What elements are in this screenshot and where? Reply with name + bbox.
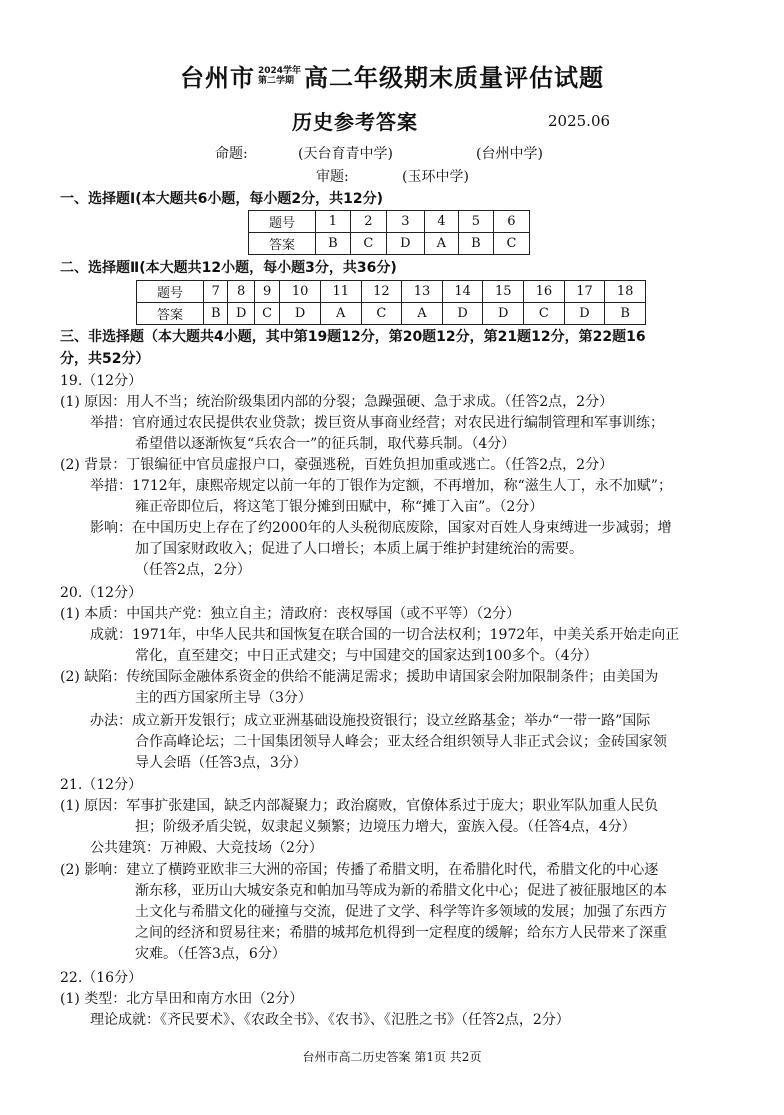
question-number: 4 <box>424 211 458 233</box>
section2-heading: 二、选择题Ⅱ(本大题共12小题，每小题3分，共36分) <box>60 260 397 276</box>
subject-title: 历史参考答案 <box>292 110 418 134</box>
answer-line: 理论成就：《齐民要术》、《农政全书》、《农书》、《氾胜之书》（任答2点，2分） <box>90 1012 570 1028</box>
title-semester: 第二学期 <box>257 75 294 86</box>
answer-line: 灾难。（任答3点，6分） <box>135 946 286 962</box>
answer-line: 之间的经济和贸易往来；希腊的城邦危机得到一定程度的缓解；给东方人民带来了深重 <box>135 925 667 941</box>
table-row <box>249 233 530 255</box>
question-number: 3 <box>386 211 424 233</box>
answer-line: 希望借以逐渐恢复“兵农合一”的征兵制，取代募兵制。（4分） <box>135 436 516 452</box>
answer-cell: A <box>320 303 361 325</box>
question-number: 7 <box>204 281 228 303</box>
table-header-label: 题号 <box>249 211 316 233</box>
answer-cell: C <box>493 233 529 255</box>
question-number: 14 <box>442 281 483 303</box>
answer-cell: C <box>254 303 279 325</box>
question-number: 11 <box>320 281 361 303</box>
mingti-label: 命题: <box>215 146 248 162</box>
question-number: 13 <box>402 281 443 303</box>
question-number: 17 <box>564 281 605 303</box>
answer-cell: D <box>442 303 483 325</box>
section3-heading-line2: 分，共52分） <box>60 351 150 367</box>
answer-line: 导人会晤（任答3点，3分） <box>135 755 307 771</box>
answer-line: 举措：官府通过农民提供农业贷款；拨巨资从事商业经营；对农民进行编制管理和军事训练； <box>90 415 664 431</box>
answer-cell: D <box>280 303 321 325</box>
answer-line: 举措：1712年，康熙帝规定以前一年的丁银作为定额，不再增加，称“滋生人丁，永不加赋”； <box>90 478 672 494</box>
mingti-school-2: (台州中学) <box>476 146 543 162</box>
title-main: 高二年级期末质量评估试题 <box>304 64 605 92</box>
table-row <box>137 303 646 325</box>
answer-line: (2) 背景：丁银编征中官员虚报户口，豪强逃税，百姓负担加重或逃亡。（任答2点，2分） <box>60 457 614 473</box>
answer-line: 公共建筑：万神殿、大竞技场（2分） <box>90 840 323 856</box>
answer-line: (1) 原因：军事扩张建国，缺乏内部凝聚力；政治腐败，官僚体系过于庞大；职业军队加重人民负 <box>60 798 659 814</box>
shenti-label: 审题: <box>316 169 349 185</box>
answer-line: 主的西方国家所主导（3分） <box>135 690 312 706</box>
question-number: 2 <box>350 211 386 233</box>
answer-cell: A <box>424 233 458 255</box>
question-21-heading: 21.（12分） <box>60 777 143 793</box>
title-year: 2024学年 <box>257 65 302 76</box>
question-number: 12 <box>361 281 402 303</box>
answer-cell: D <box>228 303 254 325</box>
answer-line: 成就：1971年，中华人民共和国恢复在联合国的一切合法权利；1972年，中美关系开始走向正 <box>90 627 680 643</box>
answer-cell: D <box>386 233 424 255</box>
question-20-heading: 20.（12分） <box>60 585 143 601</box>
answer-cell: B <box>316 233 351 255</box>
answer-line: (1) 本质：中国共产党：独立自主；清政府：丧权辱国（或不平等）（2分） <box>60 606 521 622</box>
title-city: 台州市 <box>179 64 255 92</box>
question-number: 5 <box>458 211 493 233</box>
answer-line: (2) 缺陷：传统国际金融体系资金的供给不能满足需求；援助申请国家会附加限制条件；由美国为 <box>60 669 659 685</box>
section3-heading-line1: 三、非选择题（本大题共4小题，其中第19题12分，第20题12分，第21题12分，第22题16 <box>60 329 646 345</box>
answer-cell: B <box>204 303 228 325</box>
question-number: 15 <box>483 281 524 303</box>
mingti-school-1: (天台育青中学) <box>298 146 393 162</box>
question-number: 1 <box>316 211 351 233</box>
answer-line: 办法：成立新开发银行；成立亚洲基础设施投资银行；设立丝路基金；举办“一带一路”国际 <box>90 713 651 729</box>
answer-line: (1) 原因：用人不当；统治阶级集团内部的分裂；急躁强硬、急于求成。（任答2点，2分） <box>60 394 614 410</box>
answer-line: 影响：在中国历史上存在了约2000年的人头税彻底废除，国家对百姓人身束缚进一步减弱；增 <box>90 520 672 536</box>
table-answer-label: 答案 <box>249 233 316 255</box>
question-number: 8 <box>228 281 254 303</box>
answer-cell: B <box>605 303 646 325</box>
shenti-school: (玉环中学) <box>402 169 469 185</box>
answer-line: 加了国家财政收入；促进了人口增长；本质上属于维护封建统治的需要。 <box>135 541 583 557</box>
document-title <box>0 58 784 93</box>
answer-line: 常化，直至建交；中日正式建交；与中国建交的国家达到100多个。（4分） <box>135 648 598 664</box>
answer-line: 土文化与希腊文化的碰撞与交流，促进了文学、科学等许多领域的发展；加强了东西方 <box>135 904 667 920</box>
section1-heading: 一、选择题Ⅰ(本大题共6小题，每小题2分，共12分) <box>60 191 383 207</box>
question-22-heading: 22.（16分） <box>60 970 143 986</box>
answer-line: 合作高峰论坛；二十国集团领导人峰会；亚太经合组织领导人非正式会议；金砖国家领 <box>135 734 667 750</box>
answer-line: （任答2点，2分） <box>135 562 251 578</box>
answer-cell: C <box>524 303 565 325</box>
answer-cell: C <box>350 233 386 255</box>
answer-line: (1) 类型：北方旱田和南方水田（2分） <box>60 991 304 1007</box>
question-number: 9 <box>254 281 279 303</box>
question-number: 16 <box>524 281 565 303</box>
table-header-label: 题号 <box>137 281 204 303</box>
answer-line: (2) 影响：建立了横跨亚欧非三大洲的帝国；传播了希腊文明，在希腊化时代，希腊文化的中心逐 <box>60 862 659 878</box>
table-row <box>249 211 530 233</box>
answer-line: 雍正帝即位后，将这笔丁银分摊到田赋中，称“摊丁入亩”。（2分） <box>135 499 544 515</box>
answer-cell: D <box>483 303 524 325</box>
table-row <box>137 281 646 303</box>
answer-cell: B <box>458 233 493 255</box>
answer-cell: D <box>564 303 605 325</box>
table-answer-label: 答案 <box>137 303 204 325</box>
page-footer: 台州市高二历史答案 第1页 共2页 <box>302 1050 482 1064</box>
question-number: 10 <box>280 281 321 303</box>
question-19-heading: 19.（12分） <box>60 373 143 389</box>
answer-cell: C <box>361 303 402 325</box>
document-date: 2025.06 <box>548 112 611 130</box>
section2-answer-table <box>136 280 646 325</box>
question-number: 6 <box>493 211 529 233</box>
answer-line: 担；阶级矛盾尖锐，奴隶起义频繁；边境压力增大，蛮族入侵。（任答4点，4分） <box>135 819 636 835</box>
answer-cell: A <box>402 303 443 325</box>
question-number: 18 <box>605 281 646 303</box>
title-term <box>258 66 301 86</box>
answer-line: 渐东移，亚历山大城安条克和帕加马等成为新的希腊文化中心；促进了被征服地区的本 <box>135 883 667 899</box>
section1-answer-table <box>248 210 530 255</box>
